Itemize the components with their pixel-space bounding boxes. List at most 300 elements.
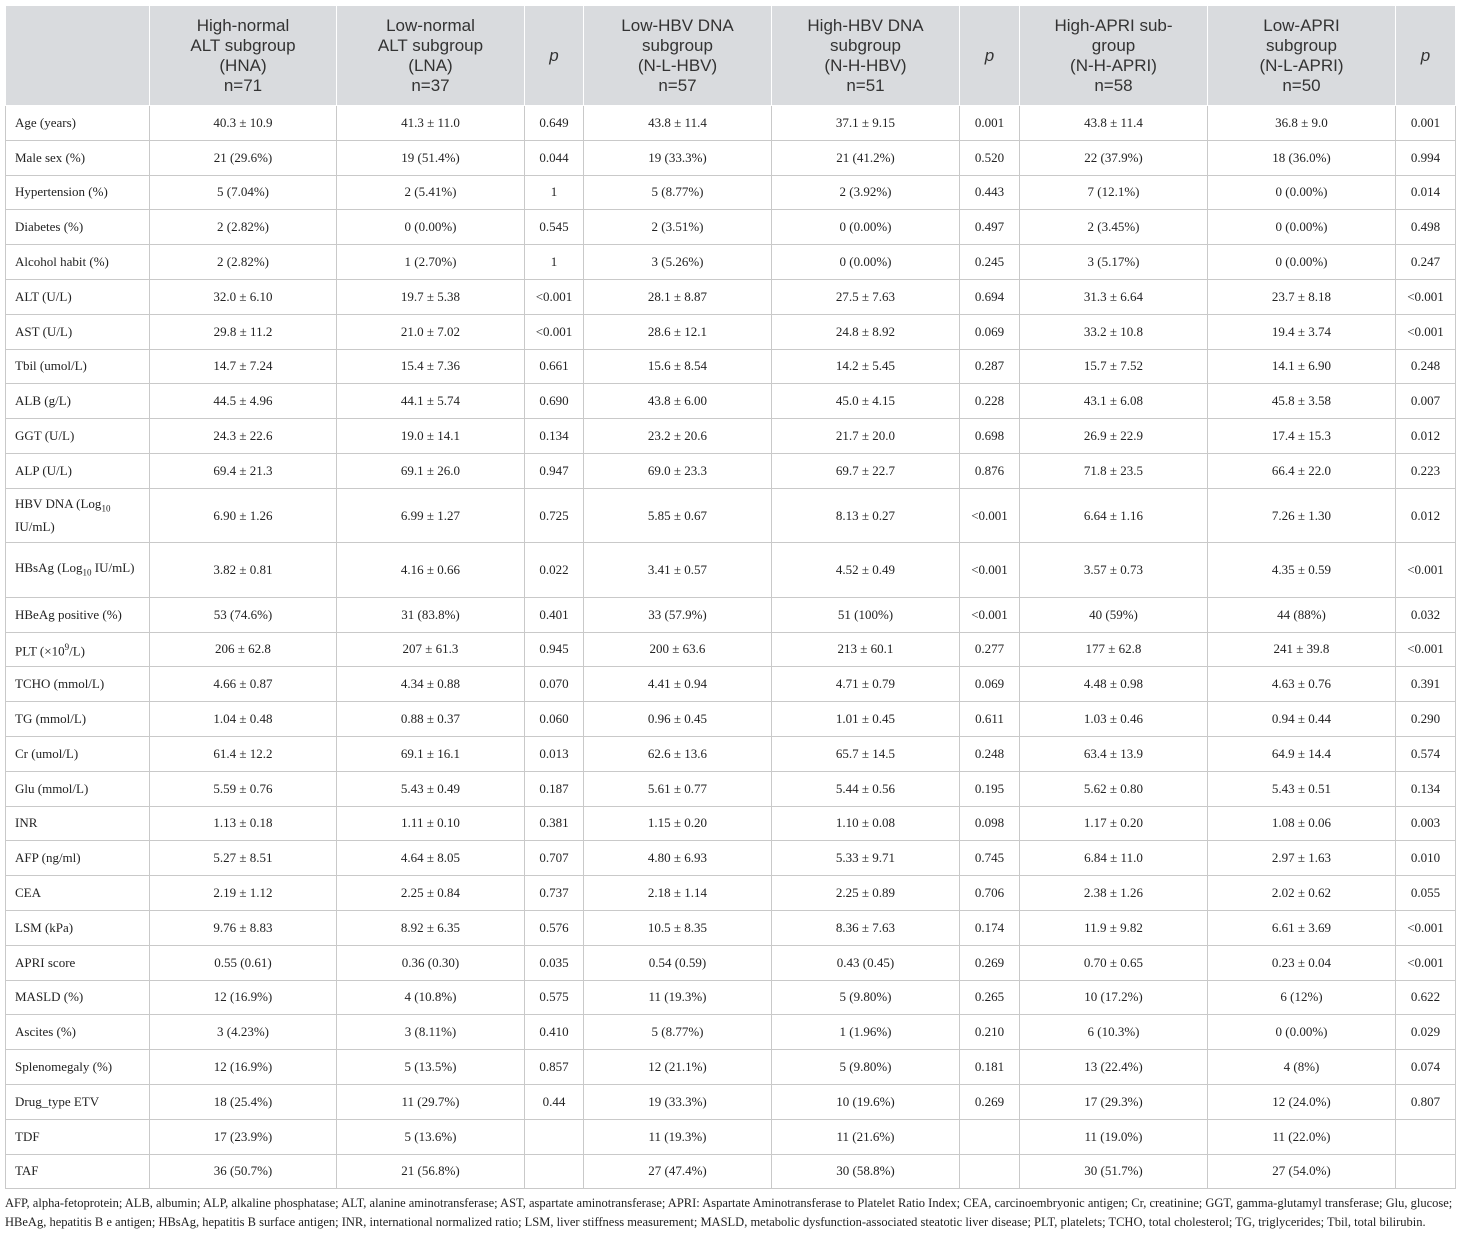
table-cell: 10 (17.2%) <box>1020 980 1208 1015</box>
table-row <box>6 1154 1456 1189</box>
table-cell: 41.3 ± 11.0 <box>337 106 525 141</box>
p-value-cell: <0.001 <box>1396 945 1456 980</box>
header-line: subgroup <box>1266 35 1337 55</box>
row-label: Drug_type ETV <box>6 1084 150 1119</box>
row-label: AFP (ng/ml) <box>6 841 150 876</box>
p-value-cell: 0.001 <box>960 106 1020 141</box>
p-value-cell: 0.706 <box>960 876 1020 911</box>
table-cell: 6.84 ± 11.0 <box>1020 841 1208 876</box>
row-label: ALP (U/L) <box>6 453 150 488</box>
table-cell: 45.0 ± 4.15 <box>772 384 960 419</box>
table-cell: 19 (33.3%) <box>584 140 772 175</box>
p-value-cell: 0.745 <box>960 841 1020 876</box>
table-cell: 1 (2.70%) <box>337 245 525 280</box>
table-cell: 6.90 ± 1.26 <box>150 488 337 543</box>
p-value-cell: <0.001 <box>525 279 584 314</box>
row-label-text: PLT (×10 <box>15 643 65 659</box>
p-value-cell: 0.269 <box>960 945 1020 980</box>
p-value-cell: 0.001 <box>1396 106 1456 141</box>
p-value-cell: 0.707 <box>525 841 584 876</box>
p-value-cell: 0.520 <box>960 140 1020 175</box>
table-cell: 44.1 ± 5.74 <box>337 384 525 419</box>
row-label-text: /L) <box>69 643 85 659</box>
row-label: Hypertension (%) <box>6 175 150 210</box>
table-row <box>6 210 1456 245</box>
header-row <box>6 6 1456 106</box>
table-row <box>6 597 1456 632</box>
p-value-cell: 0.210 <box>960 1015 1020 1050</box>
row-label: HBeAg positive (%) <box>6 597 150 632</box>
header-line: (N-L-APRI) <box>1259 55 1344 75</box>
row-label: Splenomegaly (%) <box>6 1050 150 1085</box>
header-line: p <box>549 45 559 65</box>
table-cell: 2 (3.92%) <box>772 175 960 210</box>
table-cell: 40 (59%) <box>1020 597 1208 632</box>
column-header <box>1208 6 1396 106</box>
table-cell: 23.7 ± 8.18 <box>1208 279 1396 314</box>
table-cell: 0.96 ± 0.45 <box>584 702 772 737</box>
header-line: n=37 <box>411 75 450 95</box>
p-value-cell <box>960 1154 1020 1189</box>
p-value-cell: <0.001 <box>1396 543 1456 598</box>
table-row <box>6 384 1456 419</box>
table-cell: 61.4 ± 12.2 <box>150 736 337 771</box>
p-value-cell: 0.857 <box>525 1050 584 1085</box>
table-row <box>6 175 1456 210</box>
table-cell: 21 (41.2%) <box>772 140 960 175</box>
p-value-cell: <0.001 <box>960 488 1020 543</box>
table-cell: 5.61 ± 0.77 <box>584 771 772 806</box>
table-cell: 13 (22.4%) <box>1020 1050 1208 1085</box>
table-cell: 5.85 ± 0.67 <box>584 488 772 543</box>
table-cell: 31 (83.8%) <box>337 597 525 632</box>
p-value-cell: 0.575 <box>525 980 584 1015</box>
table-cell: 0.36 (0.30) <box>337 945 525 980</box>
table-cell: 27 (47.4%) <box>584 1154 772 1189</box>
p-value-cell: 0.007 <box>1396 384 1456 419</box>
table-cell: 17.4 ± 15.3 <box>1208 419 1396 454</box>
p-value-cell: 0.134 <box>525 419 584 454</box>
table-cell: 0.54 (0.59) <box>584 945 772 980</box>
p-value-cell: 0.247 <box>1396 245 1456 280</box>
table-cell: 11 (19.3%) <box>584 980 772 1015</box>
p-value-cell: 0.661 <box>525 349 584 384</box>
row-label: Male sex (%) <box>6 140 150 175</box>
table-cell: 4.80 ± 6.93 <box>584 841 772 876</box>
p-value-cell: 0.545 <box>525 210 584 245</box>
header-line: (N-H-APRI) <box>1070 55 1157 75</box>
table-cell: 1.13 ± 0.18 <box>150 806 337 841</box>
row-label: TCHO (mmol/L) <box>6 667 150 702</box>
table-cell: 206 ± 62.8 <box>150 632 337 667</box>
table-cell: 65.7 ± 14.5 <box>772 736 960 771</box>
row-label: ALT (U/L) <box>6 279 150 314</box>
table-cell: 5 (7.04%) <box>150 175 337 210</box>
p-value-cell: 1 <box>525 245 584 280</box>
row-label-text: HBsAg (Log <box>15 559 83 575</box>
table-cell: 11 (21.6%) <box>772 1119 960 1154</box>
table-cell: 241 ± 39.8 <box>1208 632 1396 667</box>
p-value-cell: 0.074 <box>1396 1050 1456 1085</box>
table-row <box>6 453 1456 488</box>
p-value-cell: 0.44 <box>525 1084 584 1119</box>
row-label-subscript: 10 <box>101 503 111 514</box>
table-cell: 0.55 (0.61) <box>150 945 337 980</box>
p-value-cell: 1 <box>525 175 584 210</box>
table-cell: 4.41 ± 0.94 <box>584 667 772 702</box>
table-cell: 3 (5.17%) <box>1020 245 1208 280</box>
table-cell: 0 (0.00%) <box>1208 210 1396 245</box>
table-cell: 1.08 ± 0.06 <box>1208 806 1396 841</box>
p-value-cell: 0.035 <box>525 945 584 980</box>
p-value-cell: 0.022 <box>525 543 584 598</box>
row-label: CEA <box>6 876 150 911</box>
p-value-cell: 0.012 <box>1396 488 1456 543</box>
table-cell: 5.62 ± 0.80 <box>1020 771 1208 806</box>
table-cell: 44.5 ± 4.96 <box>150 384 337 419</box>
p-value-cell: <0.001 <box>525 314 584 349</box>
row-label <box>6 632 150 667</box>
p-value-cell: 0.012 <box>1396 419 1456 454</box>
table-cell: 6.61 ± 3.69 <box>1208 910 1396 945</box>
table-cell: 2 (2.82%) <box>150 210 337 245</box>
p-value-cell: 0.248 <box>960 736 1020 771</box>
table-footnote: AFP, alpha-fetoprotein; ALB, albumin; ALP, alkaline phosphatase; ALT, alanine aminotransferase; AST, aspartate aminotransferase; APRI: Aspartate Aminotransferase to Platelet Ratio Index; CEA, carcinoembryonic antigen; Cr, creatinine; GGT, gamma-glutamyl transferase; Glu, glucose; HBeAg, hepatitis B e antigen; HBsAg, hepatitis B surface antigen; INR, international normalized ratio; LSM, liver stiffness measurement; MASLD, metabolic dysfunction-associated steatotic liver disease; PLT, platelets; TCHO, total cholesterol; TG, triglycerides; Tbil, total bilirubin. <box>5 1196 1453 1230</box>
p-value-cell: 0.265 <box>960 980 1020 1015</box>
table-cell: 7.26 ± 1.30 <box>1208 488 1396 543</box>
table-cell: 0 (0.00%) <box>772 210 960 245</box>
p-value-cell: 0.576 <box>525 910 584 945</box>
p-value-cell: 0.187 <box>525 771 584 806</box>
header-line: p <box>1420 45 1431 65</box>
p-value-cell: 0.248 <box>1396 349 1456 384</box>
table-cell: 69.1 ± 16.1 <box>337 736 525 771</box>
table-cell: 71.8 ± 23.5 <box>1020 453 1208 488</box>
table-cell: 28.1 ± 8.87 <box>584 279 772 314</box>
table-cell: 37.1 ± 9.15 <box>772 106 960 141</box>
table-cell: 33 (57.9%) <box>584 597 772 632</box>
table-body <box>6 106 1456 1189</box>
table-cell: 5.43 ± 0.49 <box>337 771 525 806</box>
table-row <box>6 106 1456 141</box>
table-cell: 15.7 ± 7.52 <box>1020 349 1208 384</box>
p-value-cell: 0.069 <box>960 314 1020 349</box>
table-cell: 69.4 ± 21.3 <box>150 453 337 488</box>
table-cell: 2 (5.41%) <box>337 175 525 210</box>
table-cell: 207 ± 61.3 <box>337 632 525 667</box>
table-cell: 2.38 ± 1.26 <box>1020 876 1208 911</box>
table-cell: 69.1 ± 26.0 <box>337 453 525 488</box>
table-cell: 62.6 ± 13.6 <box>584 736 772 771</box>
row-label-superscript: 9 <box>64 642 70 653</box>
table-cell: 36.8 ± 9.0 <box>1208 106 1396 141</box>
header-line: Low-HBV DNA <box>621 15 734 35</box>
table-cell: 10.5 ± 8.35 <box>584 910 772 945</box>
p-value-cell: 0.013 <box>525 736 584 771</box>
table-cell: 4.34 ± 0.88 <box>337 667 525 702</box>
header-line: subgroup <box>642 35 713 55</box>
table-cell: 2.19 ± 1.12 <box>150 876 337 911</box>
p-value-cell: 0.945 <box>525 632 584 667</box>
table-cell: 14.7 ± 7.24 <box>150 349 337 384</box>
table-cell: 4.35 ± 0.59 <box>1208 543 1396 598</box>
table-cell: 5 (13.6%) <box>337 1119 525 1154</box>
table-cell: 2 (3.51%) <box>584 210 772 245</box>
table-row <box>6 841 1456 876</box>
row-label: AST (U/L) <box>6 314 150 349</box>
header-line: Low-normal <box>386 15 475 35</box>
table-row <box>6 349 1456 384</box>
header-line: n=51 <box>846 75 885 95</box>
table-cell: 0 (0.00%) <box>1208 175 1396 210</box>
table-cell: 213 ± 60.1 <box>772 632 960 667</box>
row-label: TAF <box>6 1154 150 1189</box>
table-cell: 4 (10.8%) <box>337 980 525 1015</box>
table-cell: 5 (13.5%) <box>337 1050 525 1085</box>
column-header <box>337 6 525 106</box>
table-cell: 4.16 ± 0.66 <box>337 543 525 598</box>
table-cell: 11 (19.3%) <box>584 1119 772 1154</box>
table-cell: 24.8 ± 8.92 <box>772 314 960 349</box>
table-cell: 2.25 ± 0.84 <box>337 876 525 911</box>
table-cell: 8.36 ± 7.63 <box>772 910 960 945</box>
table-cell: 66.4 ± 22.0 <box>1208 453 1396 488</box>
table-cell: 1.10 ± 0.08 <box>772 806 960 841</box>
table-cell: 10 (19.6%) <box>772 1084 960 1119</box>
table-cell: 1.03 ± 0.46 <box>1020 702 1208 737</box>
table-cell: 29.8 ± 11.2 <box>150 314 337 349</box>
table-cell: 43.8 ± 11.4 <box>584 106 772 141</box>
table-cell: 19.0 ± 14.1 <box>337 419 525 454</box>
p-value-cell: 0.611 <box>960 702 1020 737</box>
table-cell: 11 (19.0%) <box>1020 1119 1208 1154</box>
table-cell: 18 (36.0%) <box>1208 140 1396 175</box>
p-value-cell: 0.698 <box>960 419 1020 454</box>
header-line: n=58 <box>1094 75 1133 95</box>
p-value-cell: 0.032 <box>1396 597 1456 632</box>
p-value-cell: <0.001 <box>960 543 1020 598</box>
table-cell: 22 (37.9%) <box>1020 140 1208 175</box>
table-cell: 14.1 ± 6.90 <box>1208 349 1396 384</box>
table-cell: 21 (56.8%) <box>337 1154 525 1189</box>
row-label <box>6 488 150 543</box>
table-cell: 21.7 ± 20.0 <box>772 419 960 454</box>
table-cell: 6.64 ± 1.16 <box>1020 488 1208 543</box>
table-cell: 5.43 ± 0.51 <box>1208 771 1396 806</box>
column-header <box>525 6 584 106</box>
header-line: n=57 <box>658 75 697 95</box>
p-value-cell: 0.069 <box>960 667 1020 702</box>
table-cell: 5.59 ± 0.76 <box>150 771 337 806</box>
table-cell: 53 (74.6%) <box>150 597 337 632</box>
table-cell: 19 (51.4%) <box>337 140 525 175</box>
row-label-text: IU/mL) <box>91 559 135 575</box>
table-cell: 69.7 ± 22.7 <box>772 453 960 488</box>
table-cell: 51 (100%) <box>772 597 960 632</box>
row-label: TDF <box>6 1119 150 1154</box>
table-cell: 0 (0.00%) <box>1208 1015 1396 1050</box>
table-cell: 12 (21.1%) <box>584 1050 772 1085</box>
p-value-cell: <0.001 <box>1396 314 1456 349</box>
table-row <box>6 632 1456 667</box>
table-cell: 2.97 ± 1.63 <box>1208 841 1396 876</box>
table-cell: 2.18 ± 1.14 <box>584 876 772 911</box>
table-cell: 5.27 ± 8.51 <box>150 841 337 876</box>
table-cell: 3.82 ± 0.81 <box>150 543 337 598</box>
header-line: p <box>984 45 995 65</box>
p-value-cell <box>1396 1119 1456 1154</box>
p-value-cell: 0.391 <box>1396 667 1456 702</box>
table-cell: 4.71 ± 0.79 <box>772 667 960 702</box>
table-cell: 4.66 ± 0.87 <box>150 667 337 702</box>
table-container <box>5 5 1455 1232</box>
table-cell: 14.2 ± 5.45 <box>772 349 960 384</box>
table-cell: 30 (51.7%) <box>1020 1154 1208 1189</box>
table-cell: 7 (12.1%) <box>1020 175 1208 210</box>
p-value-cell: 0.287 <box>960 349 1020 384</box>
table-cell: 0.94 ± 0.44 <box>1208 702 1396 737</box>
p-value-cell <box>960 1119 1020 1154</box>
table-cell: 2 (2.82%) <box>150 245 337 280</box>
table-row <box>6 736 1456 771</box>
p-value-cell: 0.807 <box>1396 1084 1456 1119</box>
p-value-cell: 0.574 <box>1396 736 1456 771</box>
p-value-cell: 0.290 <box>1396 702 1456 737</box>
table-cell: 30 (58.8%) <box>772 1154 960 1189</box>
table-row <box>6 1015 1456 1050</box>
p-value-cell: 0.014 <box>1396 175 1456 210</box>
p-value-cell: 0.269 <box>960 1084 1020 1119</box>
header-empty-cell <box>6 6 150 106</box>
table-cell: 24.3 ± 22.6 <box>150 419 337 454</box>
table-cell: 3 (4.23%) <box>150 1015 337 1050</box>
table-cell: 19.4 ± 3.74 <box>1208 314 1396 349</box>
p-value-cell: 0.690 <box>525 384 584 419</box>
p-value-cell: 0.622 <box>1396 980 1456 1015</box>
table-cell: 5.33 ± 9.71 <box>772 841 960 876</box>
table-cell: 12 (16.9%) <box>150 1050 337 1085</box>
table-row <box>6 980 1456 1015</box>
p-value-cell: <0.001 <box>1396 910 1456 945</box>
table-cell: 18 (25.4%) <box>150 1084 337 1119</box>
table-row <box>6 1119 1456 1154</box>
row-label: Tbil (umol/L) <box>6 349 150 384</box>
table-row <box>6 1050 1456 1085</box>
row-label: Alcohol habit (%) <box>6 245 150 280</box>
table-cell: 5 (9.80%) <box>772 1050 960 1085</box>
table-cell: 11.9 ± 9.82 <box>1020 910 1208 945</box>
table-cell: 12 (24.0%) <box>1208 1084 1396 1119</box>
table-row <box>6 245 1456 280</box>
p-value-cell: 0.029 <box>1396 1015 1456 1050</box>
table-row <box>6 1084 1456 1119</box>
table-cell: 0.23 ± 0.04 <box>1208 945 1396 980</box>
p-value-cell: <0.001 <box>960 597 1020 632</box>
table-cell: 0.88 ± 0.37 <box>337 702 525 737</box>
table-cell: 19 (33.3%) <box>584 1084 772 1119</box>
p-value-cell: 0.174 <box>960 910 1020 945</box>
table-row <box>6 667 1456 702</box>
p-value-cell: 0.725 <box>525 488 584 543</box>
p-value-cell: <0.001 <box>1396 632 1456 667</box>
table-row <box>6 910 1456 945</box>
p-value-cell: 0.134 <box>1396 771 1456 806</box>
table-cell: 15.4 ± 7.36 <box>337 349 525 384</box>
table-cell: 21 (29.6%) <box>150 140 337 175</box>
header-line: n=50 <box>1282 75 1321 95</box>
table-cell: 1.15 ± 0.20 <box>584 806 772 841</box>
table-cell: 5 (8.77%) <box>584 175 772 210</box>
p-value-cell: 0.055 <box>1396 876 1456 911</box>
table-cell: 5 (9.80%) <box>772 980 960 1015</box>
p-value-cell: 0.010 <box>1396 841 1456 876</box>
table-cell: 3.57 ± 0.73 <box>1020 543 1208 598</box>
p-value-cell: 0.195 <box>960 771 1020 806</box>
table-cell: 27 (54.0%) <box>1208 1154 1396 1189</box>
p-value-cell: 0.737 <box>525 876 584 911</box>
table-row <box>6 419 1456 454</box>
table-cell: 26.9 ± 22.9 <box>1020 419 1208 454</box>
table-cell: 36 (50.7%) <box>150 1154 337 1189</box>
table-row <box>6 314 1456 349</box>
table-cell: 45.8 ± 3.58 <box>1208 384 1396 419</box>
table-cell: 3 (5.26%) <box>584 245 772 280</box>
p-value-cell: 0.947 <box>525 453 584 488</box>
table-cell: 6.99 ± 1.27 <box>337 488 525 543</box>
table-header <box>6 6 1456 106</box>
table-row <box>6 543 1456 598</box>
p-value-cell: 0.876 <box>960 453 1020 488</box>
table-cell: 8.13 ± 0.27 <box>772 488 960 543</box>
column-header <box>584 6 772 106</box>
table-cell: 40.3 ± 10.9 <box>150 106 337 141</box>
row-label <box>6 543 150 598</box>
row-label-text: HBV DNA (Log <box>15 496 102 512</box>
table-cell: 11 (29.7%) <box>337 1084 525 1119</box>
table-row <box>6 945 1456 980</box>
header-line: High-HBV DNA <box>807 15 924 35</box>
column-header <box>772 6 960 106</box>
row-label: ALB (g/L) <box>6 384 150 419</box>
table-cell: 43.1 ± 6.08 <box>1020 384 1208 419</box>
row-label-text: IU/mL) <box>15 518 55 534</box>
header-line: group <box>1091 35 1136 55</box>
table-cell: 63.4 ± 13.9 <box>1020 736 1208 771</box>
table-cell: 1 (1.96%) <box>772 1015 960 1050</box>
table-row <box>6 876 1456 911</box>
table-cell: 17 (29.3%) <box>1020 1084 1208 1119</box>
table-cell: 4.63 ± 0.76 <box>1208 667 1396 702</box>
table-cell: 0 (0.00%) <box>337 210 525 245</box>
header-line: Low-APRI <box>1263 15 1340 35</box>
table-cell: 32.0 ± 6.10 <box>150 279 337 314</box>
table-cell: 6 (10.3%) <box>1020 1015 1208 1050</box>
p-value-cell: 0.277 <box>960 632 1020 667</box>
row-label: Ascites (%) <box>6 1015 150 1050</box>
table-cell: 43.8 ± 6.00 <box>584 384 772 419</box>
table-row <box>6 140 1456 175</box>
p-value-cell: 0.994 <box>1396 140 1456 175</box>
table-cell: 5 (8.77%) <box>584 1015 772 1050</box>
column-header <box>960 6 1020 106</box>
table-cell: 69.0 ± 23.3 <box>584 453 772 488</box>
table-cell: 44 (88%) <box>1208 597 1396 632</box>
row-label: LSM (kPa) <box>6 910 150 945</box>
p-value-cell: 0.498 <box>1396 210 1456 245</box>
p-value-cell <box>1396 1154 1456 1189</box>
row-label: Age (years) <box>6 106 150 141</box>
table-cell: 43.8 ± 11.4 <box>1020 106 1208 141</box>
